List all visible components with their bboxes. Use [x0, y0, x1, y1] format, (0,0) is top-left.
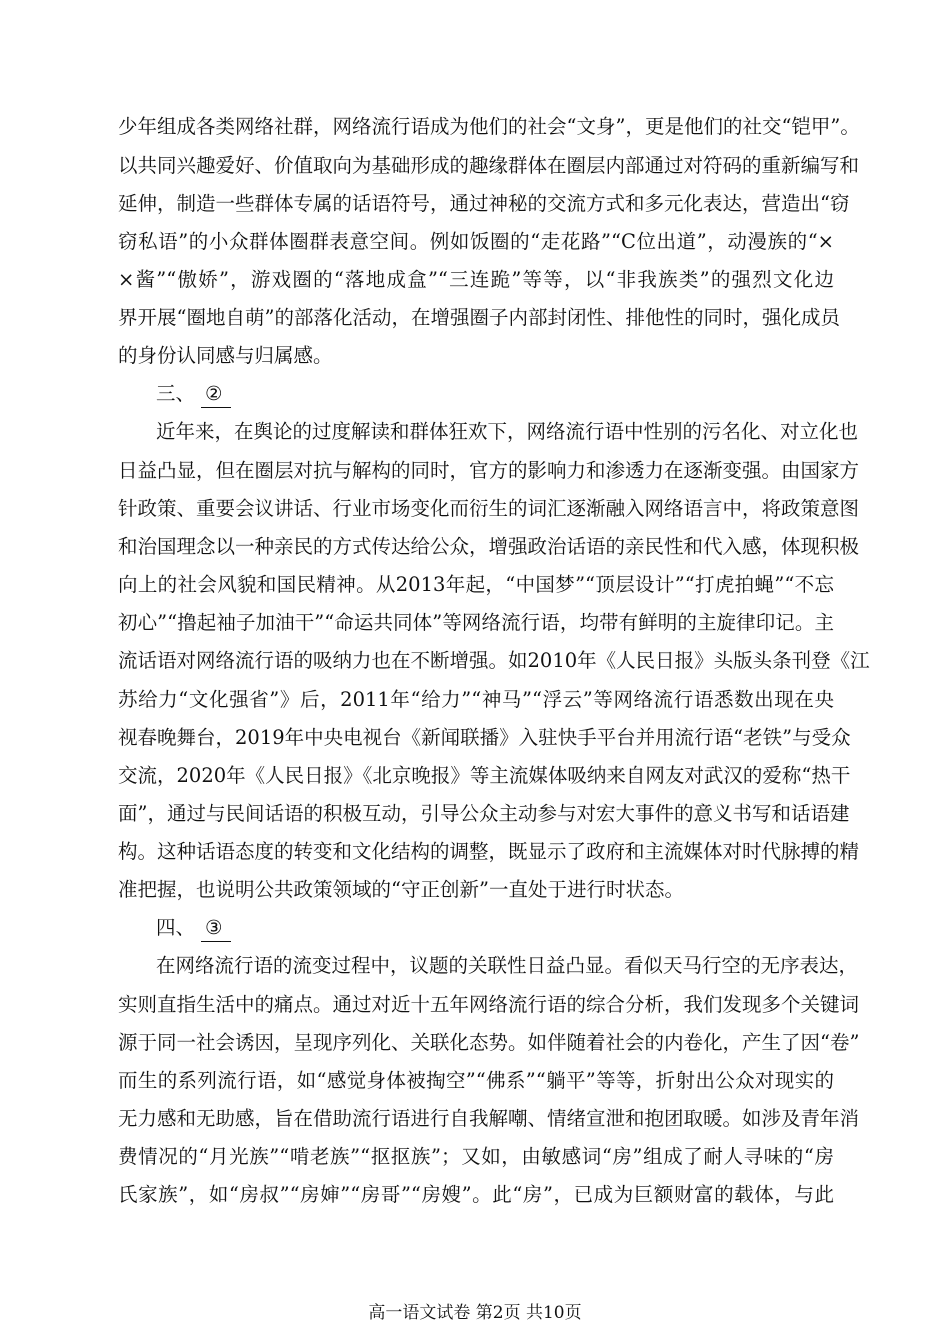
text-line: 交流，2020年《人民日报》《北京晚报》等主流媒体吸纳来自网友对武汉的爱称“热干 — [118, 764, 851, 787]
text-line: 源于同一社会诱因，呈现序列化、关联化态势。如伴随着社会的内卷化，产生了因“卷” — [118, 1031, 860, 1054]
text-line: 针政策、重要会议讲话、行业市场变化而衍生的词汇逐渐融入网络语言中，将政策意图 — [118, 497, 860, 520]
page-footer: 高一语文试卷 第2页 共10页 — [368, 1303, 582, 1323]
text-line: 无力感和无助感，旨在借助流行语进行自我解嘲、情绪宣泄和抱团取暖。如涉及青年消 — [118, 1107, 860, 1130]
text-line: 费情况的“月光族”“啃老族”“抠抠族”；又如，由敏感词“房”组成了耐人寻味的“房 — [118, 1145, 834, 1168]
text-line: 准把握，也说明公共政策领域的“守正创新”一直处于进行时状态。 — [118, 878, 684, 901]
text-line: 界开展“圈地自萌”的部落化活动，在增强圈子内部封闭性、排他性的同时，强化成员 — [118, 306, 840, 329]
blank-answer-mark: ③ — [201, 916, 230, 942]
text-line: 实则直指生活中的痛点。通过对近十五年网络流行语的综合分析，我们发现多个关键词 — [118, 993, 860, 1016]
section-heading-4 — [156, 916, 231, 942]
text-line: 而生的系列流行语，如“感觉身体被掏空”“佛系”“躺平”等等，折射出公众对现实的 — [118, 1069, 834, 1092]
text-line: 向上的社会风貌和国民精神。从2013年起，“中国梦”“顶层设计”“打虎拍蝇”“不忘 — [118, 573, 834, 596]
blank-answer-mark: ② — [201, 382, 230, 408]
text-line: 构。这种话语态度的转变和文化结构的调整，既显示了政府和主流媒体对时代脉搏的精 — [118, 840, 860, 863]
text-line: 氏家族”，如“房叔”“房婶”“房哥”“房嫂”。此“房”，已成为巨额财富的载体，与此 — [118, 1183, 834, 1206]
text-line: 在网络流行语的流变过程中，议题的关联性日益凸显。看似天马行空的无序表达， — [156, 954, 859, 977]
text-line: 窃私语”的小众群体圈群表意空间。例如饭圈的“走花路”“C位出道”，动漫族的“× — [118, 230, 834, 253]
text-line: ×酱”“傲娇”，游戏圈的“落地成盒”“三连跪”等等，以“非我族类”的强烈文化边 — [118, 268, 834, 291]
section-number: 三、 — [156, 382, 196, 405]
text-line: 延伸，制造一些群体专属的话语符号，通过神秘的交流方式和多元化表达，营造出“窃 — [118, 192, 850, 215]
text-line: 以共同兴趣爱好、价值取向为基础形成的趣缘群体在圈层内部通过对符码的重新编写和 — [118, 154, 860, 177]
text-line: 和治国理念以一种亲民的方式传达给公众，增强政治话语的亲民性和代入感，体现积极 — [118, 535, 860, 558]
text-line: 日益凸显，但在圈层对抗与解构的同时，官方的影响力和渗透力在逐渐变强。由国家方 — [118, 459, 860, 482]
text-line: 少年组成各类网络社群，网络流行语成为他们的社会“文身”，更是他们的社交“铠甲”。 — [118, 115, 860, 138]
text-line: 视春晚舞台，2019年中央电视台《新闻联播》入驻快手平台并用流行语“老铁”与受众 — [118, 726, 851, 749]
text-line: 近年来，在舆论的过度解读和群体狂欢下，网络流行语中性别的污名化、对立化也 — [156, 420, 859, 443]
section-number: 四、 — [156, 916, 196, 939]
section-heading-3 — [156, 382, 231, 408]
text-line: 初心”“撸起袖子加油干”“命运共同体”等网络流行语，均带有鲜明的主旋律印记。主 — [118, 611, 834, 634]
text-line: 的身份认同感与归属感。 — [118, 344, 333, 367]
text-line: 苏给力“文化强省”》后，2011年“给力”“神马”“浮云”等网络流行语悉数出现在央 — [118, 688, 834, 711]
text-line: 面”，通过与民间话语的积极互动，引导公众主动参与对宏大事件的意义书写和话语建 — [118, 802, 850, 825]
text-line: 流话语对网络流行语的吸纳力也在不断增强。如2010年《人民日报》头版头条刊登《江 — [118, 649, 870, 672]
